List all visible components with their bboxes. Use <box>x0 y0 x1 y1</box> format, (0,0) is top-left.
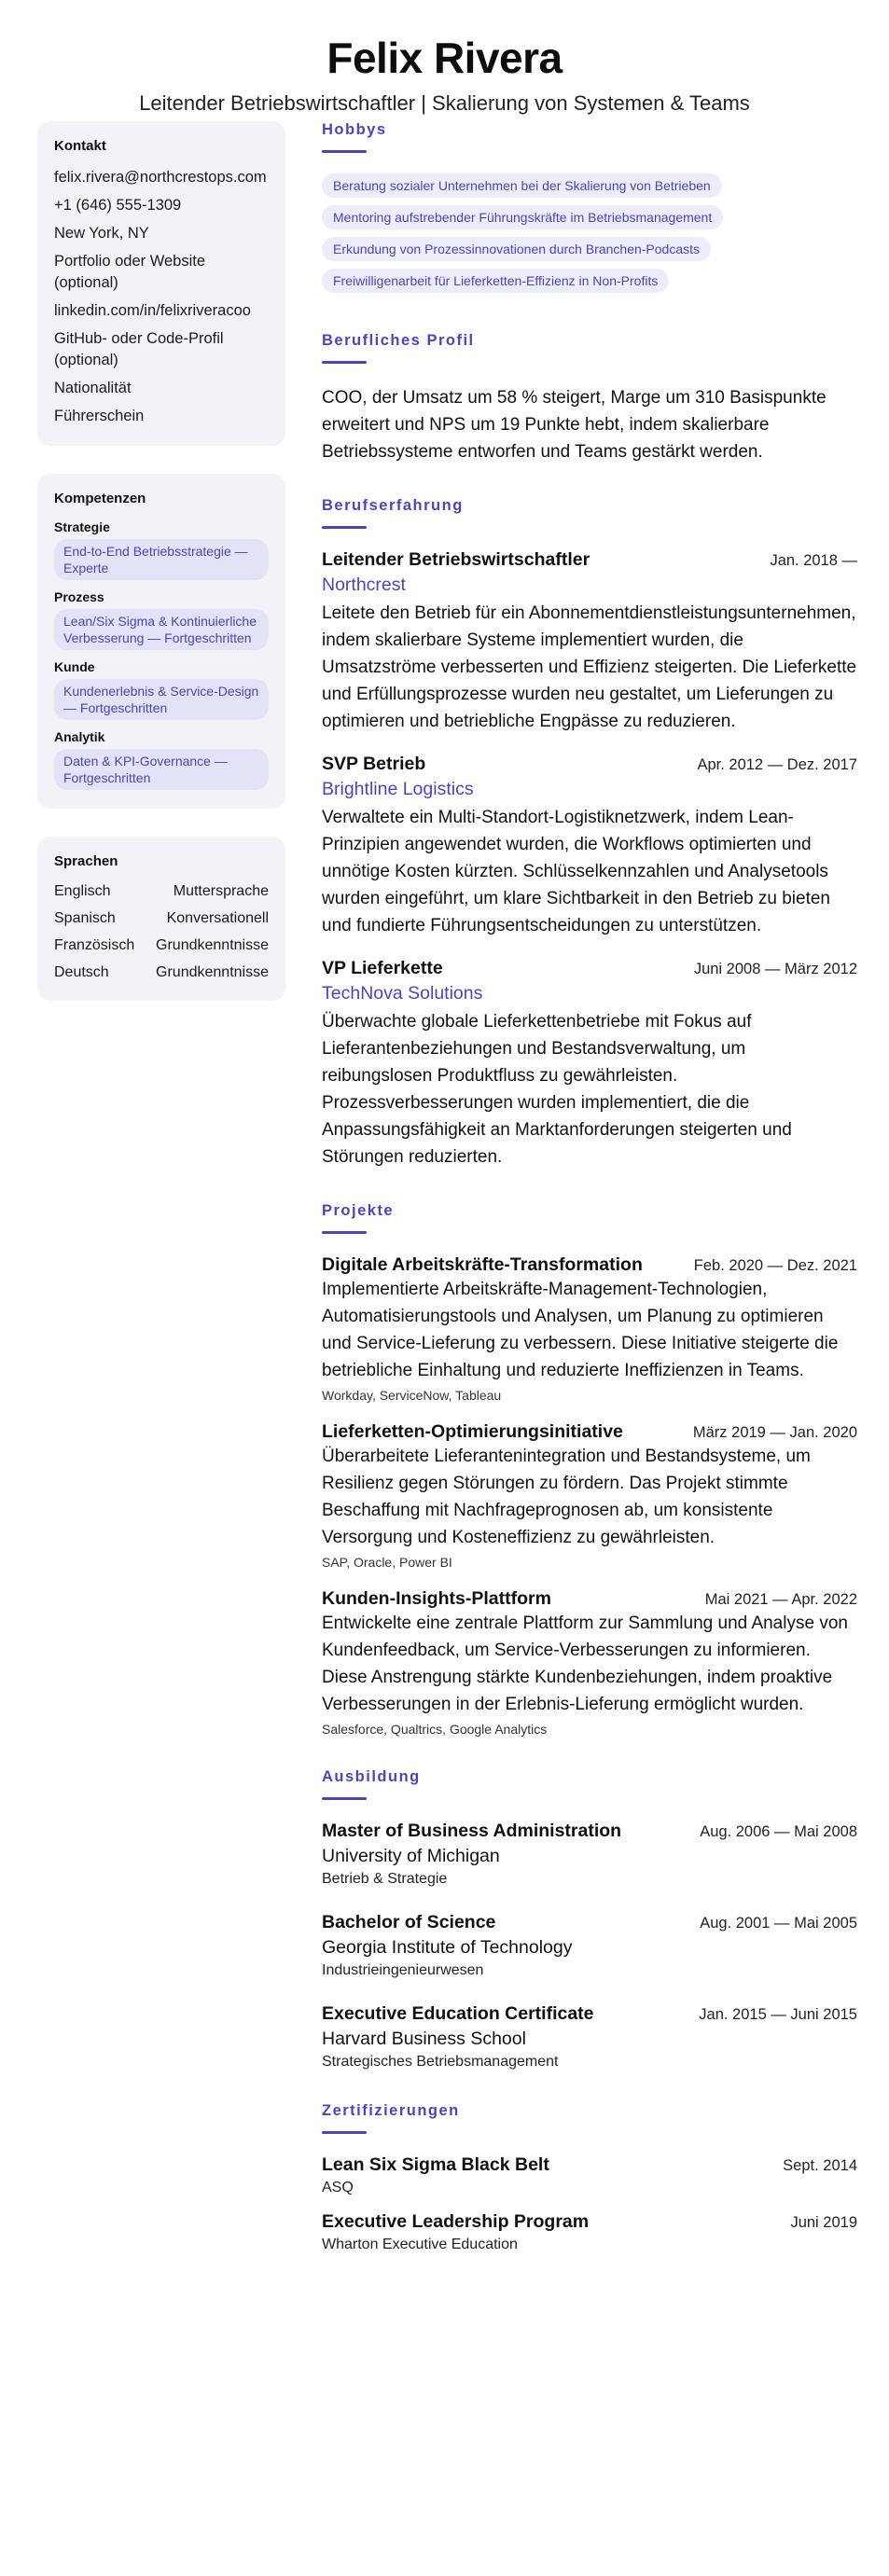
job-company: TechNova Solutions <box>322 983 483 1004</box>
project-tools: SAP, Oracle, Power BI <box>322 1555 452 1570</box>
skill-group <box>54 729 269 790</box>
job-company: Brightline Logistics <box>322 779 474 799</box>
contact-title: Kontakt <box>54 138 106 154</box>
project-name: Kunden-Insights-Plattform <box>322 1588 551 1609</box>
contact-linkedin[interactable]: linkedin.com/in/felixriveracoo <box>54 302 251 319</box>
hobby-tag: Mentoring aufstrebender Führungskräfte im Betriebsmanagement <box>322 205 723 229</box>
skill-pill: Daten & KPI-Governance — Fortgeschritten <box>54 749 269 790</box>
project-name: Lieferketten-Optimierungsinitiative <box>322 1421 623 1442</box>
certification-date: Sept. 2014 <box>783 2157 857 2174</box>
job-company: Northcrest <box>322 575 406 595</box>
education-entry <box>322 2003 857 2070</box>
school-name: Harvard Business School <box>322 2029 526 2049</box>
field-of-study: Strategisches Betriebsmanagement <box>322 2054 559 2070</box>
job-role: VP Lieferkette <box>322 958 443 978</box>
language-row <box>54 963 269 982</box>
contact-portfolio[interactable]: Portfolio oder Website (optional) <box>54 253 206 291</box>
job-description: Leitete den Betrieb für ein Abonnementdienstleistungsunternehmen, indem skalierbare Systeme implementiert wurden, die Umsatzströme verbesserten und Effizienz steigerten. Die Lieferkette und Erfüllungsprozesse wurden neu gestaltet, um Lieferungen zu optimieren und betriebliche Engpässe zu reduzieren. <box>322 603 857 731</box>
contact-card <box>37 121 285 446</box>
project-dates: Mai 2021 — Apr. 2022 <box>704 1591 857 1608</box>
skill-category: Strategie <box>54 519 110 534</box>
field-of-study: Industrieingenieurwesen <box>322 1962 484 1978</box>
section-divider <box>322 361 367 364</box>
skill-category: Kunde <box>54 659 95 674</box>
experience-entry <box>322 958 857 1170</box>
skill-pill: End-to-End Betriebsstrategie — Experte <box>54 539 269 580</box>
experience-section <box>322 497 857 1170</box>
section-title: Projekte <box>322 1202 395 1219</box>
section-title: Ausbildung <box>322 1768 421 1785</box>
school-name: University of Michigan <box>322 1846 500 1866</box>
experience-entry <box>322 549 857 735</box>
languages-card <box>37 837 285 1001</box>
hobby-tag: Freiwilligenarbeit für Lieferketten-Effizienz in Non-Profits <box>322 269 669 293</box>
language-row <box>54 936 269 955</box>
contact-phone[interactable]: +1 (646) 555-1309 <box>54 197 182 214</box>
skill-pill: Kundenerlebnis & Service-Design — Fortgeschritten <box>54 679 269 720</box>
skill-category: Analytik <box>54 729 105 744</box>
job-role: Leitender Betriebswirtschaftler <box>322 549 590 570</box>
education-dates: Aug. 2006 — Mai 2008 <box>700 1823 857 1840</box>
section-divider <box>322 2131 367 2134</box>
experience-entry <box>322 754 857 939</box>
candidate-headline: Leitender Betriebswirtschaftler | Skalierung von Systemen & Teams <box>139 91 750 115</box>
school-name: Georgia Institute of Technology <box>322 1937 573 1958</box>
language-level: Muttersprache <box>173 883 269 899</box>
hobby-tag: Erkundung von Prozessinnovationen durch Branchen-Podcasts <box>322 237 711 261</box>
skill-category: Prozess <box>54 589 104 604</box>
language-level: Konversationell <box>166 910 269 926</box>
profile-section <box>322 332 857 465</box>
job-dates: Juni 2008 — März 2012 <box>693 961 857 977</box>
contact-license: Führerschein <box>54 408 145 424</box>
language-row <box>54 909 269 928</box>
project-entry <box>322 1421 857 1570</box>
contact-nationality: Nationalität <box>54 380 132 396</box>
sidebar <box>37 121 285 1029</box>
language-name: Spanisch <box>54 910 116 926</box>
skills-card <box>37 474 285 809</box>
language-row <box>54 882 269 901</box>
languages-title: Sprachen <box>54 853 118 869</box>
education-entry <box>322 1912 857 1979</box>
project-entry <box>322 1588 857 1737</box>
project-dates: Feb. 2020 — Dez. 2021 <box>693 1257 857 1274</box>
section-title: Berufserfahrung <box>322 497 464 514</box>
certification-issuer: Wharton Executive Education <box>322 2237 518 2252</box>
project-name: Digitale Arbeitskräfte-Transformation <box>322 1254 643 1275</box>
language-level: Grundkenntnisse <box>156 964 269 980</box>
certification-issuer: ASQ <box>322 2180 354 2195</box>
language-name: Französisch <box>54 937 135 953</box>
skill-group <box>54 589 269 650</box>
education-dates: Aug. 2001 — Mai 2005 <box>700 1915 857 1932</box>
section-title: Berufliches Profil <box>322 332 475 349</box>
profile-text: COO, der Umsatz um 58 % steigert, Marge um 310 Basispunkte erweitert und NPS um 19 Punkte hebt, indem skalierbare Betriebssysteme entworfen und Teams gestärkt werden. <box>322 388 826 462</box>
certifications-section <box>322 2102 857 2253</box>
skill-group <box>54 519 269 580</box>
hobbies-section <box>322 121 857 300</box>
project-description: Implementierte Arbeitskräfte-Management-Technologien, Automatisierungstools und Analysen, um Planung zu optimieren und Service-Lieferung zu verbessern. Diese Initiative steigerte die betriebliche Einhaltung und reduzierte Ineffizienzen in Teams. <box>322 1280 839 1380</box>
project-dates: März 2019 — Jan. 2020 <box>692 1424 857 1441</box>
education-dates: Jan. 2015 — Juni 2015 <box>699 2006 857 2023</box>
project-tools: Workday, ServiceNow, Tableau <box>322 1388 502 1403</box>
contact-github[interactable]: GitHub- oder Code-Profil (optional) <box>54 330 224 368</box>
skills-title: Kompetenzen <box>54 491 146 506</box>
language-level: Grundkenntnisse <box>156 937 269 953</box>
certification-name: Lean Six Sigma Black Belt <box>322 2154 549 2175</box>
certification-name: Executive Leadership Program <box>322 2211 590 2232</box>
project-entry <box>322 1254 857 1403</box>
certification-date: Juni 2019 <box>790 2214 857 2231</box>
hobby-tag: Beratung sozialer Unternehmen bei der Skalierung von Betrieben <box>322 173 722 198</box>
main-content <box>322 121 857 2285</box>
job-description: Verwaltete ein Multi-Standort-Logistiknetzwerk, indem Lean-Prinzipien angewendet wurden, die Workflows optimierten und unnötige Kosten kürzten. Schlüsselkennzahlen und Analysetools wurden eingeführt, um klare Sichtbarkeit in den Betrieb zu bieten und fundierte Führungsentscheidungen zu unterstützen. <box>322 808 830 935</box>
project-description: Überarbeitete Lieferantenintegration und Bestandsysteme, um Resilienz gegen Störungen zu fördern. Das Projekt stimmte Beschaffung mit Nachfrageprognosen ab, um konsistente Versorgung und Kosteneffizienz zu gewährleisten. <box>322 1447 811 1547</box>
job-dates: Apr. 2012 — Dez. 2017 <box>697 756 857 773</box>
section-divider <box>322 150 367 153</box>
contact-location: New York, NY <box>54 225 149 242</box>
section-title: Zertifizierungen <box>322 2102 460 2119</box>
skill-group <box>54 659 269 720</box>
skill-pill: Lean/Six Sigma & Kontinuierliche Verbesserung — Fortgeschritten <box>54 609 269 650</box>
section-divider <box>322 1797 367 1800</box>
section-title: Hobbys <box>322 121 387 138</box>
section-divider <box>322 526 367 529</box>
project-description: Entwickelte eine zentrale Plattform zur Sammlung und Analyse von Kundenfeedback, um Service-Verbesserungen zu informieren. Diese Anstrengung stärkte Kundenbeziehungen, indem proaktive Verbesserungen in der Erlebnis-Lieferung ermöglicht wurden. <box>322 1613 848 1714</box>
degree-name: Executive Education Certificate <box>322 2003 594 2024</box>
section-divider <box>322 1231 367 1234</box>
field-of-study: Betrieb & Strategie <box>322 1871 448 1887</box>
job-dates: Jan. 2018 — <box>770 552 857 569</box>
degree-name: Master of Business Administration <box>322 1821 622 1841</box>
job-role: SVP Betrieb <box>322 754 426 774</box>
resume-header <box>0 0 889 121</box>
candidate-name: Felix Rivera <box>326 34 563 82</box>
language-name: Englisch <box>54 883 111 899</box>
certification-entry <box>322 2211 857 2253</box>
projects-section <box>322 1202 857 1737</box>
degree-name: Bachelor of Science <box>322 1912 496 1932</box>
contact-email[interactable]: felix.rivera@northcrestops.com <box>54 169 267 186</box>
project-tools: Salesforce, Qualtrics, Google Analytics <box>322 1722 548 1737</box>
education-entry <box>322 1821 857 1888</box>
language-name: Deutsch <box>54 964 109 980</box>
education-section <box>322 1768 857 2070</box>
certification-entry <box>322 2154 857 2196</box>
job-description: Überwachte globale Lieferkettenbetriebe mit Fokus auf Lieferantenbeziehungen und Bestandsverwaltung, um reibungslosen Produktfluss zu gewährleisten. Prozessverbesserungen wurden implementiert, die die Anpassungsfähigkeit an Marktanforderungen steigerten und Störungen reduzierten. <box>322 1012 792 1167</box>
